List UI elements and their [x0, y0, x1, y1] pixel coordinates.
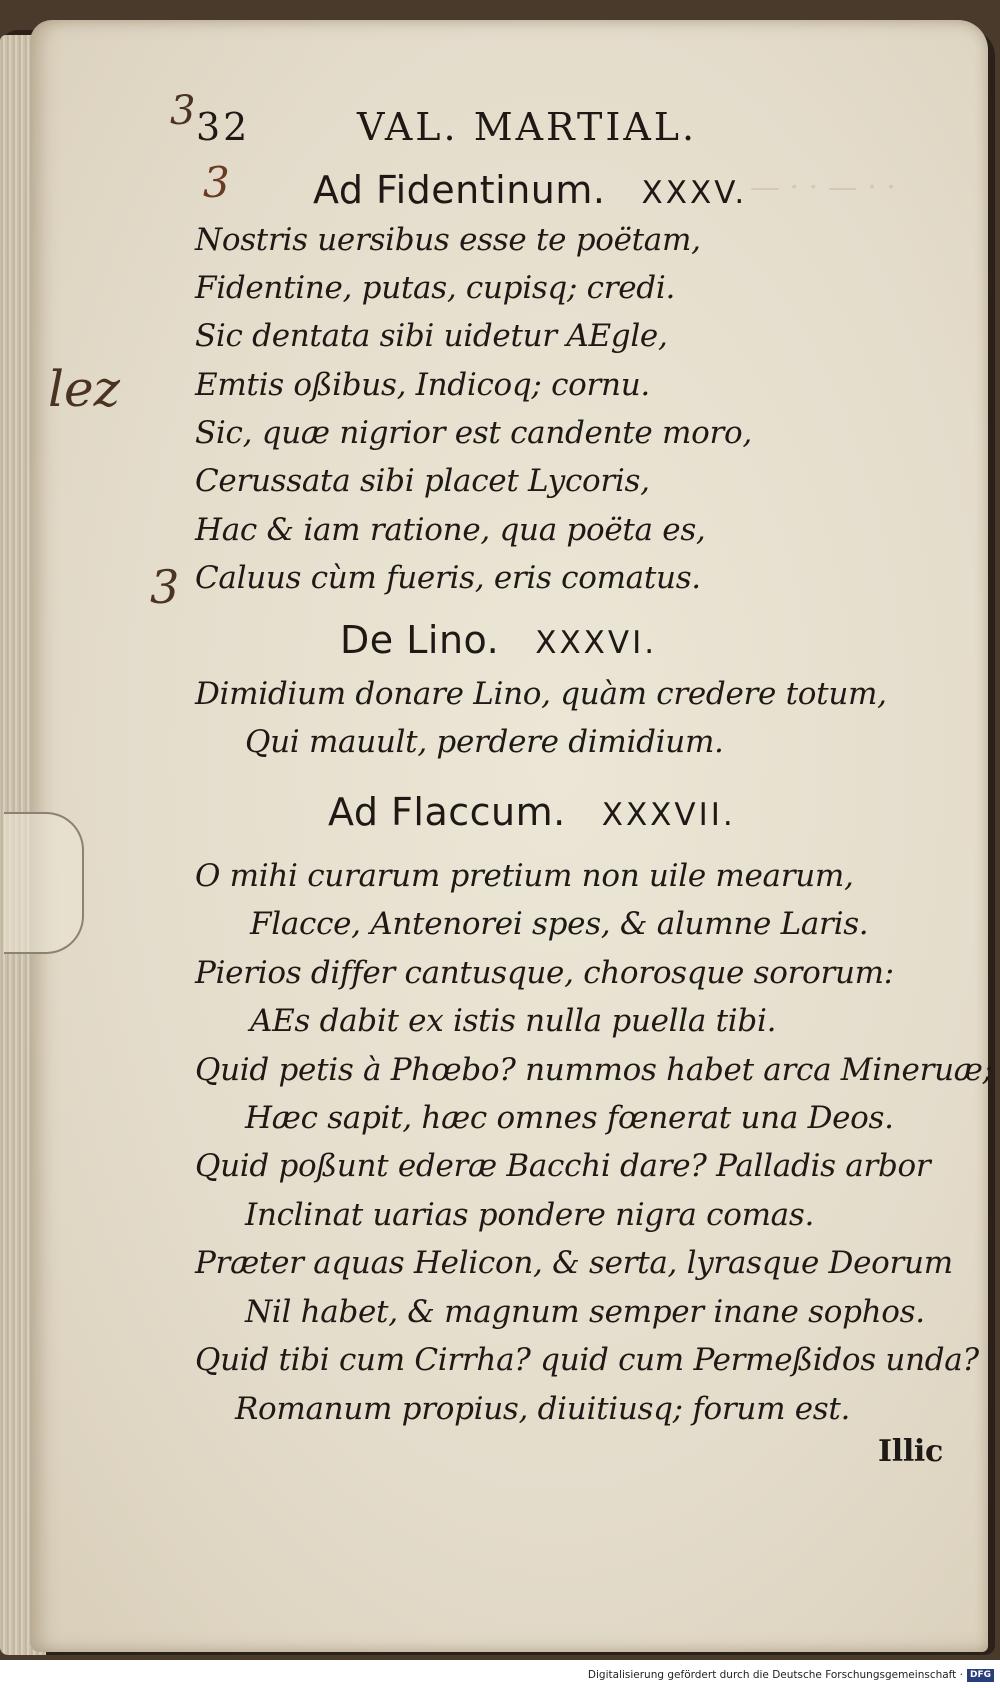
epigram-heading: [328, 790, 736, 834]
running-title: VAL. MARTIAL.: [357, 105, 698, 149]
bleed-through: — · · — · ·: [750, 170, 896, 205]
verse-line: Hæc sapit, hæc omnes fœnerat una Deos.: [245, 1100, 894, 1136]
verse-line: Nil habet, & magnum semper inane sophos.: [245, 1294, 925, 1330]
epigram-numeral: XXXV.: [641, 175, 748, 211]
epigram-heading: [340, 618, 657, 662]
verse-line: Caluus cùm fueris, eris comatus.: [195, 560, 701, 596]
digitization-credit: [520, 1666, 994, 1684]
dfg-logo: DFG: [967, 1669, 994, 1682]
verse-line: Cerussata sibi placet Lycoris,: [195, 463, 650, 499]
verse-line: Quid tibi cum Cirrha? quid cum Permeßidos unda?: [195, 1342, 979, 1378]
verse-line: Quid petis à Phœbo? nummos habet arca Mineruæ;: [195, 1052, 993, 1088]
verse-line: Qui mauult, perdere dimidium.: [245, 724, 724, 760]
verse-line: Quid poßunt ederæ Bacchi dare? Palladis arbor: [195, 1148, 931, 1184]
verse-line: Nostris uersibus esse te poëtam,: [195, 222, 701, 258]
epigram-title: Ad Fidentinum.: [313, 168, 606, 212]
verse-line: Inclinat uarias pondere nigra comas.: [245, 1197, 815, 1233]
epigram-title: De Lino.: [340, 618, 500, 662]
marginal-note: 3: [150, 560, 180, 614]
verse-line: Sic, quæ nigrior est candente moro,: [195, 415, 752, 451]
verse-line: Emtis oßibus, Indicoq; cornu.: [195, 367, 650, 403]
marginal-note: 3: [170, 88, 196, 134]
verse-line: Dimidium donare Lino, quàm credere totum,: [195, 676, 887, 712]
epigram-title: Ad Flaccum.: [328, 790, 566, 834]
verse-line: Flacce, Antenorei spes, & alumne Laris.: [250, 906, 869, 942]
verse-line: Præter aquas Helicon, & serta, lyrasque Deorum: [195, 1245, 953, 1281]
marginal-note: lez: [48, 360, 120, 418]
credit-text: Digitalisierung gefördert durch die Deutsche Forschungsgemeinschaft ·: [587, 1669, 963, 1681]
page-number: 32: [196, 105, 251, 149]
catchword: Illic: [878, 1434, 943, 1469]
marginal-note: 3: [203, 158, 230, 207]
verse-line: O mihi curarum pretium non uile mearum,: [195, 858, 854, 894]
epigram-numeral: XXXVII.: [601, 797, 736, 833]
page-clip: [4, 812, 84, 954]
verse-line: Fidentine, putas, cupisq; credi.: [195, 270, 676, 306]
verse-line: Sic dentata sibi uidetur AEgle,: [195, 318, 668, 354]
verse-line: Romanum propius, diuitiusq; forum est.: [235, 1391, 851, 1427]
verse-line: Hac & iam ratione, qua poëta es,: [195, 512, 706, 548]
epigram-numeral: XXXVI.: [535, 625, 658, 661]
verse-line: Pierios differ cantusque, chorosque sororum:: [195, 955, 894, 991]
verse-line: AEs dabit ex istis nulla puella tibi.: [250, 1003, 777, 1039]
epigram-heading: [313, 168, 747, 212]
